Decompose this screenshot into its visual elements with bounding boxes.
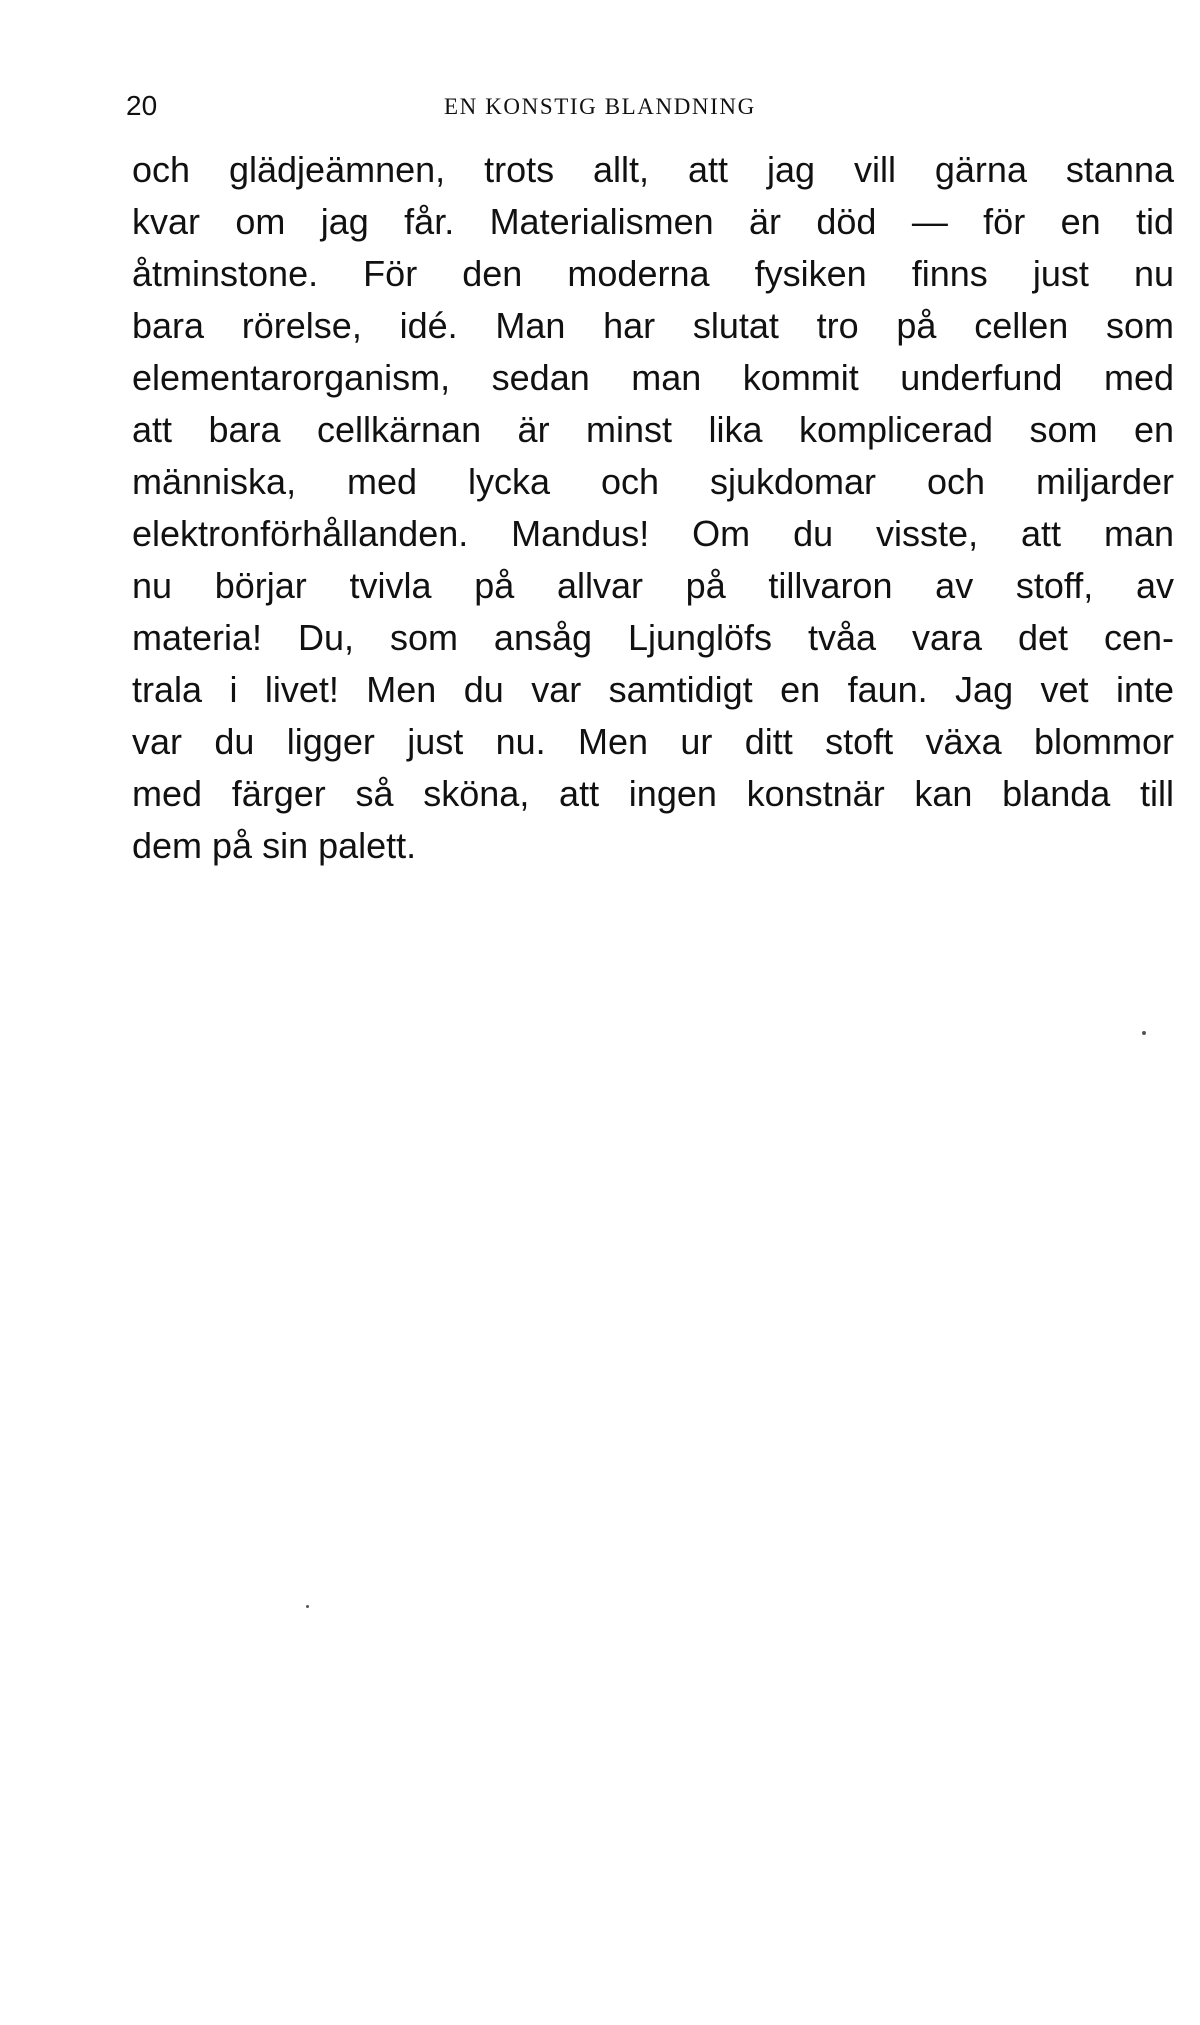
text-line: med färger så sköna, att ingen konstnär kan blanda till (132, 773, 1174, 814)
text-line: bara rörelse, idé. Man har slutat tro på cellen som (132, 305, 1174, 346)
text-line: trala i livet! Men du var samtidigt en faun. Jag vet inte (132, 669, 1174, 710)
body-paragraph (132, 144, 1174, 872)
text-line: kvar om jag får. Materialismen är död — för en tid (132, 201, 1174, 242)
page-number: 20 (126, 90, 158, 121)
text-line: elektronförhållanden. Mandus! Om du visste, att man (132, 513, 1174, 554)
text-line: materia! Du, som ansåg Ljunglöfs tvåa vara det cen- (132, 617, 1174, 658)
running-head (126, 86, 1172, 126)
text-line: nu börjar tvivla på allvar på tillvaron av stoff, av (132, 565, 1174, 606)
text-line: var du ligger just nu. Men ur ditt stoft växa blommor (132, 721, 1174, 762)
text-line: åtminstone. För den moderna fysiken finns just nu (132, 253, 1174, 294)
scan-speck (1142, 1031, 1146, 1035)
text-line: människa, med lycka och sjukdomar och miljarder (132, 461, 1174, 502)
text-line: att bara cellkärnan är minst lika komplicerad som en (132, 409, 1174, 450)
text-line: elementarorganism, sedan man kommit underfund med (132, 357, 1174, 398)
running-title: EN KONSTIG BLANDNING (444, 94, 756, 119)
text-line: och glädjeämnen, trots allt, att jag vill gärna stanna (132, 149, 1174, 190)
text-line: dem på sin palett. (132, 825, 417, 866)
scan-speck (306, 1605, 309, 1608)
